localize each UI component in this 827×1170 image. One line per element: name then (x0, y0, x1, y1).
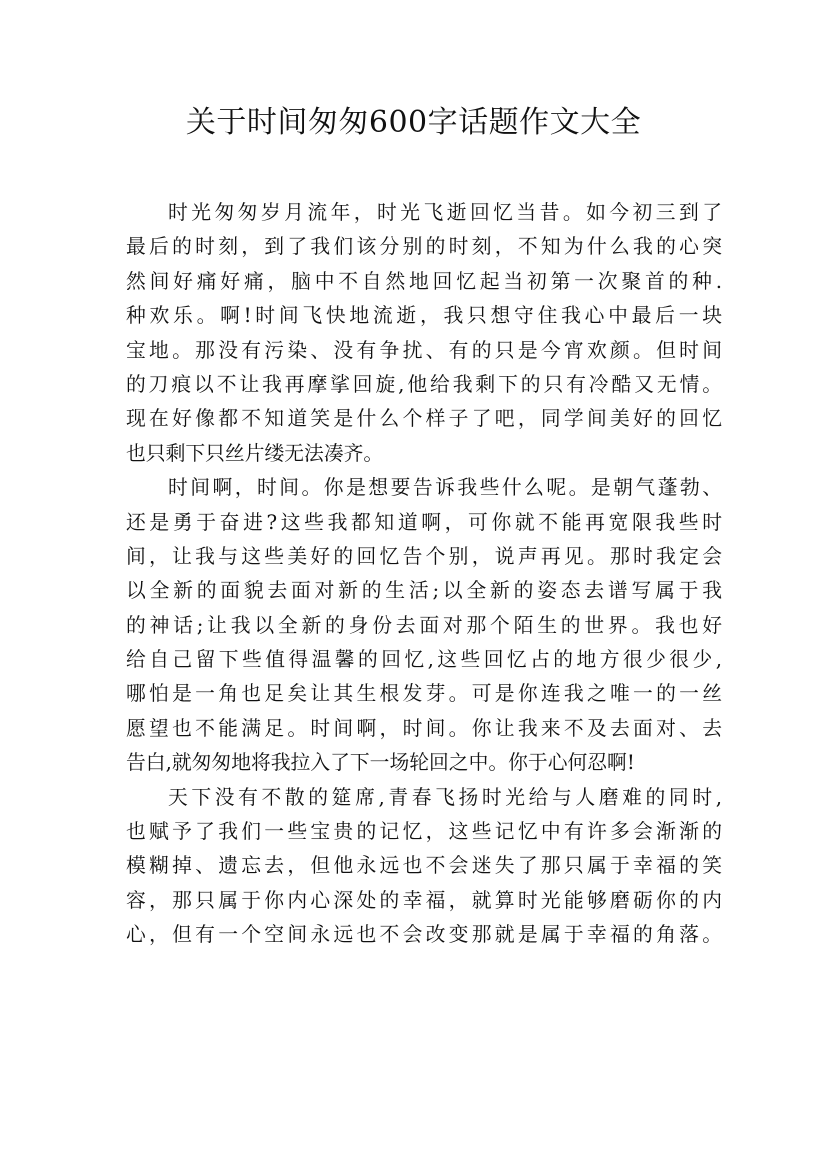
text-line: 的神话;让我以全新的身份去面对那个陌生的世界。我也好 (126, 613, 722, 637)
paragraph (126, 196, 722, 471)
text-line: 宝地。那没有污染、没有争扰、有的只是今宵欢颜。但时间 (126, 338, 722, 362)
paragraph (126, 471, 722, 781)
text-line: 还是勇于奋进?这些我都知道啊，可你就不能再宽限我些时 (126, 510, 722, 534)
text-line: 时光匆匆岁月流年，时光飞逝回忆当昔。如今初三到了 (168, 201, 722, 224)
text-line: 也只剩下只丝片缕无法凑齐。 (126, 441, 384, 465)
text-line: 告白,就匆匆地将我拉入了下一场轮回之中。你于心何忍啊! (126, 751, 635, 775)
text-line: 最后的时刻，到了我们该分别的时刻，不知为什么我的心突 (126, 235, 722, 259)
document-title: 关于时间匆匆600字话题作文大全 (185, 105, 642, 140)
text-line: 现在好像都不知道笑是什么个样子了吧，同学间美好的回忆 (126, 407, 722, 431)
paragraph (126, 781, 722, 953)
text-line: 的刀痕以不让我再摩挲回旋,他给我剩下的只有冷酷又无情。 (126, 372, 722, 396)
text-line: 间，让我与这些美好的回忆告个别，说声再见。那时我定会 (126, 544, 722, 568)
text-line: 种欢乐。啊!时间飞快地流逝，我只想守住我心中最后一块 (126, 304, 722, 328)
text-line: 也赋予了我们一些宝贵的记忆，这些记忆中有许多会渐渐的 (126, 820, 722, 844)
text-line: 天下没有不散的筵席,青春飞扬时光给与人磨难的同时, (168, 785, 722, 809)
text-line: 给自己留下些值得温馨的回忆,这些回忆占的地方很少很少, (126, 648, 722, 672)
text-line: 时间啊，时间。你是想要告诉我些什么呢。是朝气蓬勃、 (168, 476, 722, 500)
text-line: 模糊掉、遗忘去，但他永远也不会迷失了那只属于幸福的笑 (126, 854, 722, 878)
text-line: 哪怕是一角也足矣让其生根发芽。可是你连我之唯一的一丝 (126, 682, 722, 706)
document-body (126, 196, 722, 953)
text-line: 然间好痛好痛，脑中不自然地回忆起当初第一次聚首的种. (126, 269, 722, 293)
text-line: 心，但有一个空间永远也不会改变那就是属于幸福的角落。 (126, 923, 722, 947)
text-line: 愿望也不能满足。时间啊，时间。你让我来不及去面对、去 (126, 716, 722, 740)
text-line: 容，那只属于你内心深处的幸福，就算时光能够磨砺你的内 (126, 888, 722, 912)
text-line: 以全新的面貌去面对新的生活;以全新的姿态去谱写属于我 (126, 579, 722, 603)
